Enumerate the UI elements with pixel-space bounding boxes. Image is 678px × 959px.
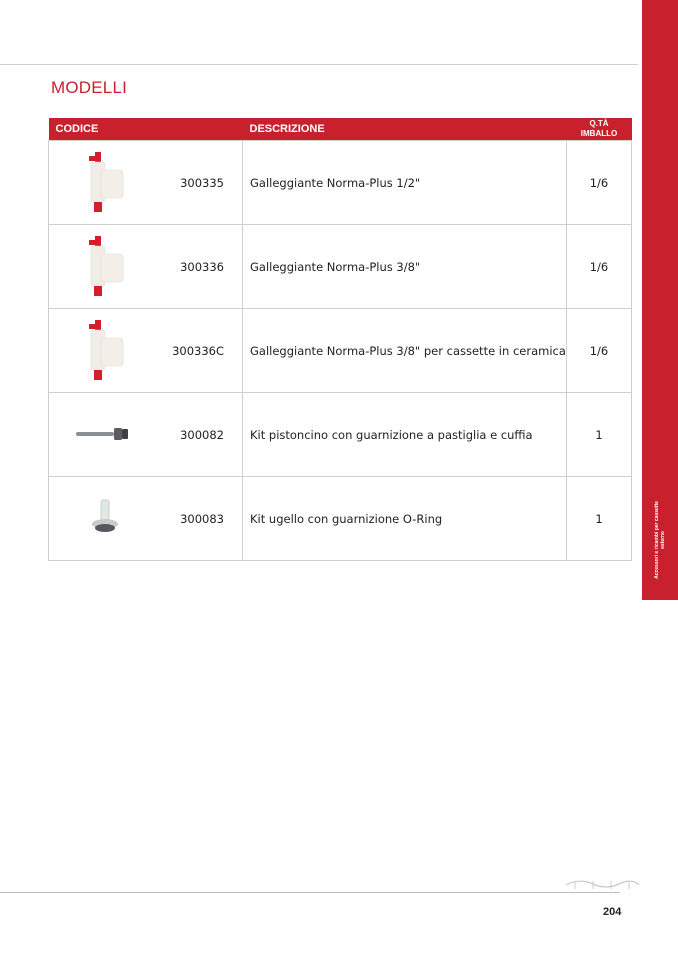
product-code: 300083: [161, 477, 243, 561]
bottom-divider: [0, 892, 620, 893]
product-quantity: 1/6: [567, 309, 632, 393]
product-quantity: 1: [567, 477, 632, 561]
product-description: Galleggiante Norma-Plus 1/2": [243, 141, 567, 225]
float-valve-image: [75, 148, 135, 218]
product-quantity: 1: [567, 393, 632, 477]
table-row: [49, 477, 632, 561]
product-description: Kit ugello con guarnizione O-Ring: [243, 477, 567, 561]
section-title: MODELLI: [51, 78, 128, 97]
table-row: [49, 393, 632, 477]
side-category-label: Accessori e ricambi per cassette esterne: [654, 501, 666, 579]
float-valve-image: [75, 232, 135, 302]
top-divider: [0, 64, 638, 65]
product-description: Galleggiante Norma-Plus 3/8" per cassette in ceramica: [243, 309, 567, 393]
page-number: 204: [603, 906, 622, 918]
product-quantity: 1/6: [567, 141, 632, 225]
table-header-row: [49, 118, 632, 141]
models-table: [48, 118, 632, 561]
product-code: 300336C: [161, 309, 243, 393]
product-quantity: 1/6: [567, 225, 632, 309]
product-description: Galleggiante Norma-Plus 3/8": [243, 225, 567, 309]
product-code: 300336: [161, 225, 243, 309]
product-description: Kit pistoncino con guarnizione a pastiglia e cuffia: [243, 393, 567, 477]
product-code: 300335: [161, 141, 243, 225]
table-row: [49, 141, 632, 225]
piston-kit-image: [70, 415, 140, 455]
header-code: CODICE: [49, 118, 243, 141]
table-row: [49, 225, 632, 309]
nozzle-kit-image: [80, 494, 130, 544]
header-quantity: Q.TÀ IMBALLO: [567, 118, 632, 141]
table-row: [49, 309, 632, 393]
float-valve-image: [75, 316, 135, 386]
product-code: 300082: [161, 393, 243, 477]
header-description: DESCRIZIONE: [243, 118, 567, 141]
